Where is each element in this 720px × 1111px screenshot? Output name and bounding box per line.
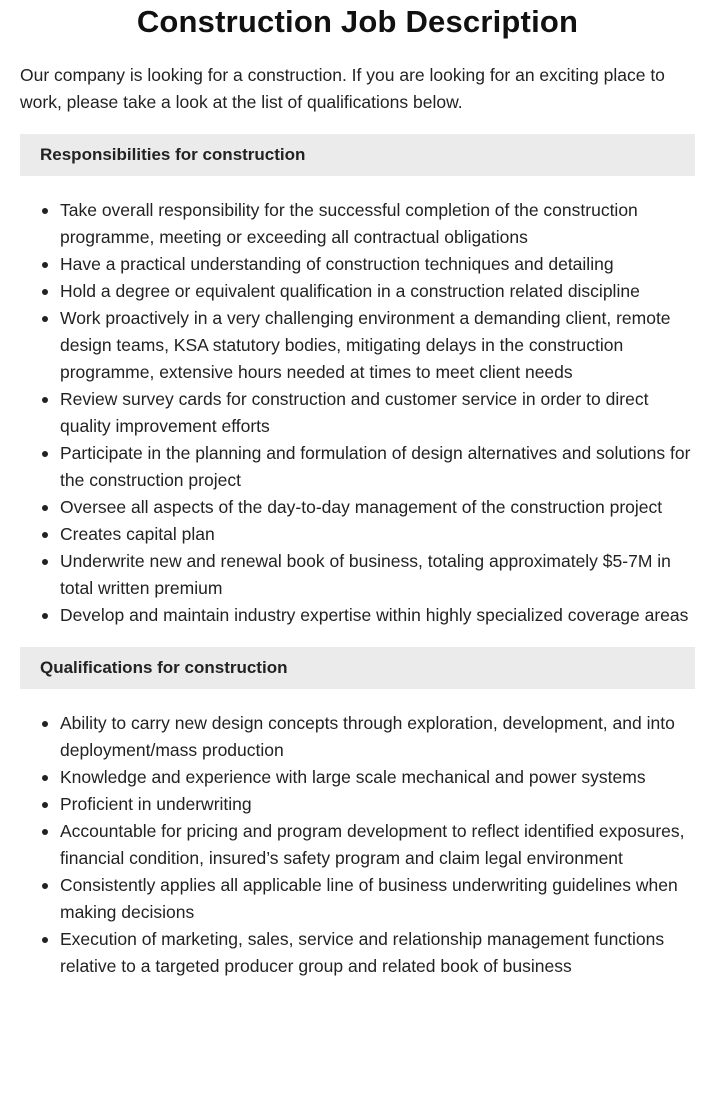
list-item: Participate in the planning and formulation of design alternatives and solutions for the construction project — [60, 440, 695, 494]
responsibilities-heading: Responsibilities for construction — [20, 134, 695, 176]
qualifications-list — [20, 710, 695, 980]
list-item: Review survey cards for construction and customer service in order to direct quality improvement efforts — [60, 386, 695, 440]
list-item: Work proactively in a very challenging environment a demanding client, remote design teams, KSA statutory bodies, mitigating delays in the construction programme, extensive hours needed at times to meet client needs — [60, 305, 695, 386]
list-item: Hold a degree or equivalent qualification in a construction related discipline — [60, 278, 695, 305]
list-item: Ability to carry new design concepts through exploration, development, and into deployment/mass production — [60, 710, 695, 764]
list-item: Creates capital plan — [60, 521, 695, 548]
list-item: Proficient in underwriting — [60, 791, 695, 818]
list-item: Accountable for pricing and program development to reflect identified exposures, financial condition, insured’s safety program and claim legal environment — [60, 818, 695, 872]
list-item: Develop and maintain industry expertise within highly specialized coverage areas — [60, 602, 695, 629]
list-item: Consistently applies all applicable line of business underwriting guidelines when making decisions — [60, 872, 695, 926]
list-item: Take overall responsibility for the successful completion of the construction programme, meeting or exceeding all contractual obligations — [60, 197, 695, 251]
list-item: Execution of marketing, sales, service and relationship management functions relative to a targeted producer group and related book of business — [60, 926, 695, 980]
list-item: Oversee all aspects of the day-to-day management of the construction project — [60, 494, 695, 521]
intro-paragraph: Our company is looking for a construction. If you are looking for an exciting place to work, please take a look at the list of qualifications below. — [20, 65, 665, 112]
list-item: Have a practical understanding of construction techniques and detailing — [60, 251, 695, 278]
list-item: Underwrite new and renewal book of business, totaling approximately $5-7M in total written premium — [60, 548, 695, 602]
list-item: Knowledge and experience with large scale mechanical and power systems — [60, 764, 695, 791]
job-description-page — [20, 0, 695, 980]
page-title: Construction Job Description — [136, 4, 579, 39]
qualifications-heading: Qualifications for construction — [20, 647, 695, 689]
responsibilities-list — [20, 197, 695, 629]
